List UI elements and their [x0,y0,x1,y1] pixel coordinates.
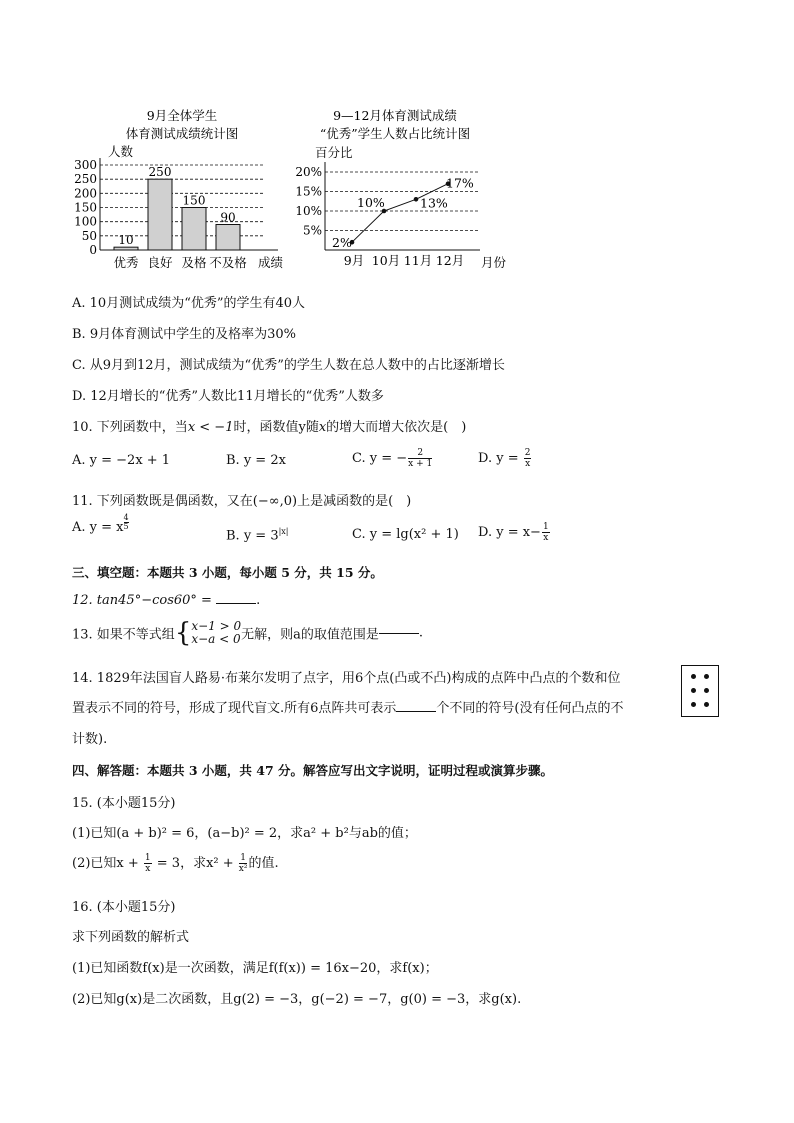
q15-frac-1-den: x [145,864,151,874]
line-chart-title-1: 9—12月体育测试成绩 [333,108,457,123]
q9-option-b: B. 9月体育测试中学生的及格率为30% [72,327,296,342]
q12-end: . [256,593,261,608]
q11-option-b [226,527,289,543]
bar-chart-x-tick-label: 优秀 [113,255,139,270]
q11-option-a-exp-num: 4 [123,513,129,522]
q13-ineq-2: x−a < 0 [191,632,241,646]
bar-chart-y-tick-label: 200 [74,186,97,201]
q10-stem-e: 的增大而增大依次是( ) [326,420,467,435]
bar-chart-y-tick-label: 0 [89,243,97,257]
section-4-heading: 四、解答题：本题共 3 小题，共 47 分。解答应写出文字说明，证明过程或演算步骤。 [72,763,554,778]
q11-option-b-exp: |x| [278,527,289,536]
bar-chart-title-2: 体育测试成绩统计图 [125,126,239,141]
line-chart-y-tick-label: 20% [295,165,322,179]
q10-stem-d: x [318,420,327,435]
braille-dot [691,688,696,693]
bar-chart-y-tick-label: 300 [74,158,97,172]
braille-dot [691,674,696,679]
q11-option-a-exp [124,514,129,531]
q10-stem-a: 10. 下列函数中，当 [72,420,188,435]
bar-chart-value-label: 10 [118,233,134,248]
line-chart-xlabel: 月份 [481,255,507,270]
bar-chart-xlabel: 成绩 [258,255,284,270]
bar-chart-value-label: 90 [220,210,236,225]
q15-frac-2-den: x² [238,864,248,874]
bar-chart-ylabel: 人数 [108,144,134,159]
q9-option-a: A. 10月测试成绩为“优秀”的学生有40人 [72,296,306,311]
bar-chart-bar [148,179,172,250]
q13-post: 无解，则a的取值范围是 [241,627,379,643]
bar-chart-title-1: 9月全体学生 [146,108,218,123]
line-chart-x-tick-label: 10月 [371,253,401,268]
line-chart-value-label: 13% [420,195,448,211]
braille-dot [704,688,709,693]
q13-ineq-1: x−1 > 0 [191,619,242,633]
q10-stem-b: x < −1 [187,420,234,435]
q14-line-3: 计数). [72,732,108,747]
q12-answer-blank[interactable] [216,603,256,604]
q13-pre: 13. 如果不等式组 [72,627,175,643]
bar-chart-x-tick-label: 及格 [181,255,207,270]
q16-part-1: (1)已知函数f(x)是一次函数，满足f(f(x)) = 16x−20，求f(x)； [72,961,438,976]
q10-option-d-num: 2 [524,448,531,458]
braille-dot [704,674,709,679]
q11-option-d [478,522,551,543]
q11-stem: 11. 下列函数既是偶函数，又在(−∞,0)上是减函数的是( ) [72,494,412,509]
q15-frac-1 [144,853,152,874]
q9-option-c: C. 从9月到12月，测试成绩为“优秀”的学生人数在总人数中的占比逐渐增长 [72,358,505,373]
q11-option-d-pre: D. y = x− [478,525,541,540]
q10-option-d-pre: D. y = [478,451,523,466]
q13 [72,620,423,646]
q16-heading: 16. (本小题15分) [72,900,176,915]
line-chart-series-line [352,184,448,243]
line-chart-point [414,197,419,202]
bar-chart-x-tick-label: 良好 [147,255,173,270]
braille-cell-figure [681,665,719,717]
q9-option-d: D. 12月增长的“优秀”人数比11月增长的“优秀”人数多 [72,389,384,404]
q14-line-1: 14. 1829年法国盲人路易·布莱尔发明了点字，用6个点(凸或不凸)构成的点阵中凸点的个数和位 [72,671,621,686]
braille-dot [691,702,696,707]
line-chart-ylabel: 百分比 [315,145,353,160]
bar-chart-bar [182,208,206,251]
q11-option-b-pre: B. y = 3 [226,528,279,544]
line-chart [285,100,530,275]
q10-option-c-pre: C. y = − [352,451,408,466]
q11-option-a [72,513,129,535]
q10-stem-c: 时，函数值y随 [233,420,319,435]
q15-frac-2 [239,853,248,874]
q10-option-c [352,448,433,469]
bar-chart-y-tick-label: 50 [81,228,97,243]
q11-option-a-exp-den: 5 [123,522,129,531]
bar-chart-value-label: 150 [182,193,206,208]
q11-option-a-pre: A. y = x [72,520,124,535]
bar-chart-y-tick-label: 250 [74,172,97,187]
q15-heading: 15. (本小题15分) [72,796,176,811]
q15-part-2-pre: (2)已知x + [72,856,143,871]
q10-option-c-num: 2 [408,448,432,459]
q13-end: . [418,625,424,641]
q14-line-2-post: 个不同的符号(没有任何凸点的不 [436,701,624,716]
q13-brace: { [174,618,192,648]
q10-option-b: B. y = 2x [226,453,286,468]
q11-option-d-den: x [543,533,549,543]
line-chart-value-label: 2% [332,235,352,251]
q10-stem [72,416,466,435]
line-chart-x-tick-label: 12月 [435,253,465,268]
bar-chart [60,100,300,275]
line-chart-x-tick-label: 11月 [403,253,433,268]
line-chart-value-label: 10% [357,195,385,210]
q10-option-c-den: x + 1 [408,459,433,469]
q15-frac-2-num: 1 [240,853,246,863]
q11-option-d-frac [542,522,550,543]
q16-intro: 求下列函数的解析式 [72,930,190,945]
q10-option-d-den: x [525,459,531,469]
braille-dot [704,702,709,707]
q12-stem: 12. tan45°−cos60° = [72,593,217,608]
q14-line-2-pre: 置表示不同的符号，形成了现代盲文.所有6点阵共可表示 [72,701,397,716]
q16-part-2: (2)已知g(x)是二次函数，且g(2) = −3，g(−2) = −7，g(0) = −3，求g(x). [72,992,522,1007]
bar-chart-value-label: 250 [148,165,172,180]
q10-option-c-frac [408,448,432,469]
bar-chart-y-tick-label: 150 [74,200,97,215]
q15-frac-1-num: 1 [144,853,151,863]
q11-option-c: C. y = lg(x² + 1) [352,527,459,542]
bar-chart-x-tick-label: 不及格 [209,255,247,270]
line-chart-y-tick-label: 15% [295,184,322,199]
q15-part-2 [72,852,279,874]
q15-part-1: (1)已知(a + b)² = 6，(a−b)² = 2，求a² + b²与ab的值； [72,826,417,841]
q12 [72,593,260,608]
q13-system [175,620,241,646]
q14-answer-blank[interactable] [396,711,436,712]
line-chart-title-2: “优秀”学生人数占比统计图 [319,126,471,141]
line-chart-y-tick-label: 5% [302,223,322,238]
bar-chart-y-tick-label: 100 [74,214,97,229]
q15-part-2-post: 的值. [248,856,279,871]
q10-option-a: A. y = −2x + 1 [72,453,171,468]
q14-line-2 [72,697,623,716]
q10-option-d-frac [524,448,532,469]
line-chart-y-tick-label: 10% [295,204,322,218]
section-3-heading: 三、填空题：本题共 3 小题，每小题 5 分，共 15 分。 [72,565,383,580]
line-chart-x-tick-label: 9月 [343,253,365,268]
q11-option-d-num: 1 [542,522,549,532]
line-chart-value-label: 17% [446,175,474,191]
q15-part-2-mid: = 3，求x² + [152,856,238,871]
bar-chart-bar [216,225,240,251]
q10-option-d [478,448,532,469]
q13-answer-blank[interactable] [379,633,419,634]
